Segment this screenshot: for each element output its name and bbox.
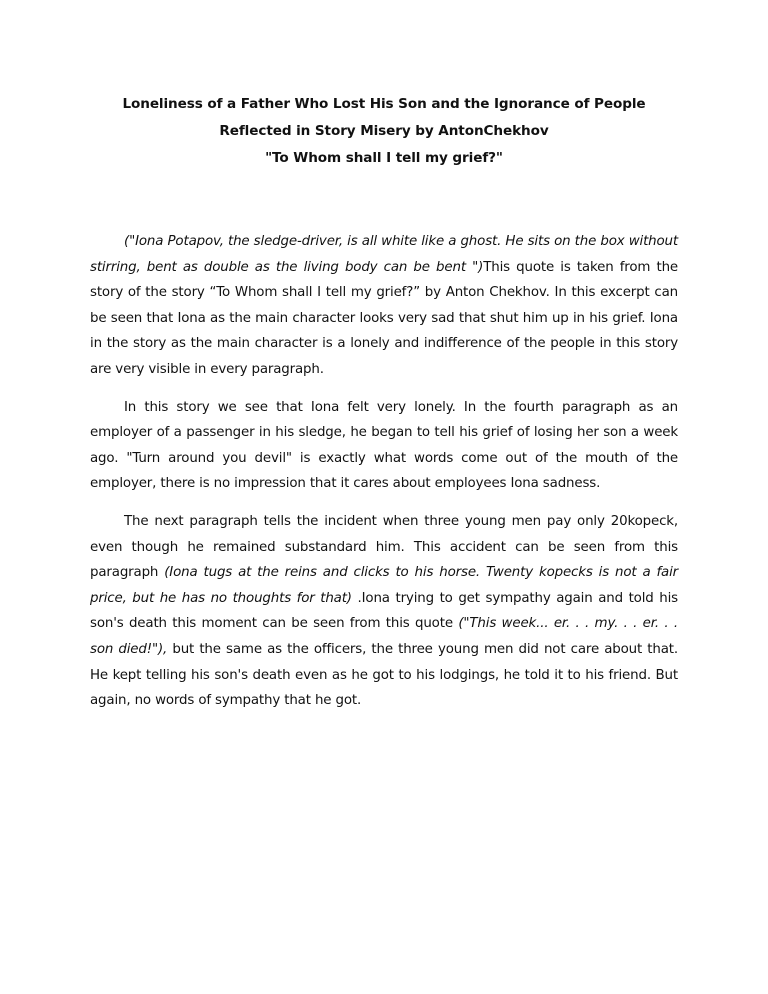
paragraph-text: In this story we see that Iona felt very lonely. In the fourth paragraph as an employer of a passenger in his sledge, he began to tell his grief of losing her son a week ago. "Turn around you devil" is exactly what words come out of the mouth of the employer, there is no impression that it cares about employees Iona sadness. xyxy=(90,399,678,492)
title-line-3: "To Whom shall I tell my grief?" xyxy=(265,150,503,166)
quote-iona-potapov: ("Iona Potapov, the sledge-driver, is all white like a ghost. He sits on the box without stirring, bent as double as the living body can be bent ") xyxy=(90,234,678,275)
paragraph-text: This quote is taken from the story of the story “To Whom shall I tell my grief?” by Anton Chekhov. In this excerpt can be seen that Iona as the main character looks very sad that shut him up in his grief. Iona in the story as the main character is a lonely and indifference of the people in this story are very visible in every paragraph. xyxy=(90,259,678,377)
paragraph-text: The next paragraph tells the incident when three young men pay only 20kopeck, even though he remained substandard him. This accident can be seen from this paragraph xyxy=(90,513,678,581)
quote-son-died: ("This week... er. . . my. . . er. . . son died!"), xyxy=(90,616,678,657)
paragraph-text: .Iona trying to get sympathy again and told his son's death this moment can be seen from this quote xyxy=(90,590,678,632)
title-line-2: Reflected in Story Misery by AntonChekhov xyxy=(219,123,549,139)
document-page xyxy=(90,91,678,726)
paragraph-3 xyxy=(90,509,678,714)
title-line-1: Loneliness of a Father Who Lost His Son and the Ignorance of People xyxy=(122,96,646,112)
paragraph-text: but the same as the officers, the three young men did not care about that. He kept telling his son's death even as he got to his lodgings, he told it to his friend. But again, no words of sympathy that he got. xyxy=(90,641,678,709)
document-body xyxy=(90,229,678,714)
paragraph-2 xyxy=(90,395,678,497)
paragraph-1 xyxy=(90,229,678,383)
document-title xyxy=(90,91,678,172)
quote-iona-tugs: (Iona tugs at the reins and clicks to his horse. Twenty kopecks is not a fair price, but he has no thoughts for that) xyxy=(90,565,679,606)
